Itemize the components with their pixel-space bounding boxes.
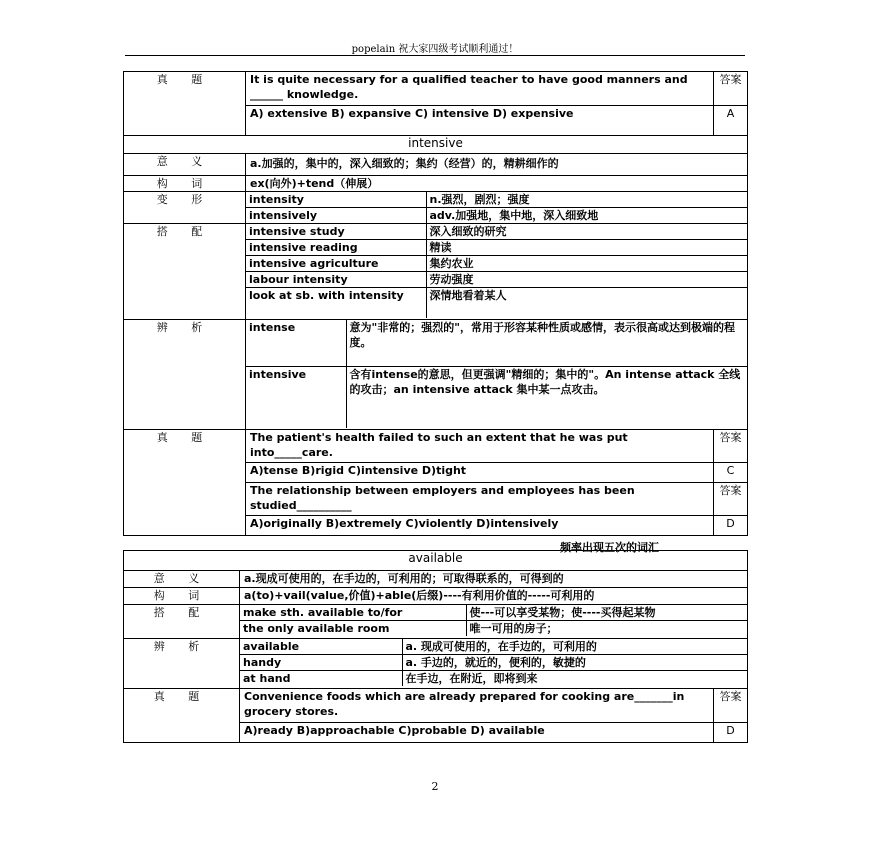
- distinction-word: intensive: [246, 366, 346, 428]
- page-number: 2: [431, 780, 439, 793]
- collocation-cn: 劳动强度: [426, 272, 747, 288]
- q2-answer-label-1: 答案: [714, 430, 748, 463]
- headword: intensive: [124, 136, 748, 154]
- q2-answer-2: D: [714, 516, 748, 536]
- q1-answer-label: 答案: [714, 72, 748, 106]
- collocation-en: make sth. available to/for: [240, 605, 466, 621]
- q-label: 真 题: [124, 689, 240, 743]
- q2-options-2: A)originally B)extremely C)violently D)intensively: [246, 516, 714, 536]
- distinction-label: 辨 析: [124, 320, 246, 430]
- q1-answer: A: [714, 106, 748, 136]
- form-meaning: n.强烈，剧烈；强度: [426, 192, 747, 208]
- collocation-cn: 精读: [426, 240, 747, 256]
- meaning-label: 意 义: [124, 571, 240, 588]
- collocation-en: labour intensity: [246, 272, 426, 288]
- distinction-text: 意为"非常的；强烈的"，常用于形容某种性质或感情，表示很高或达到极端的程度。: [346, 320, 747, 366]
- headword: available: [124, 551, 748, 571]
- collocations-table: [240, 605, 747, 636]
- collocations-label: 搭 配: [124, 605, 240, 639]
- q2-answer-1: C: [714, 463, 748, 483]
- distinction-table: [240, 639, 747, 686]
- forms-table: [246, 192, 747, 223]
- meaning-label: 意 义: [124, 154, 246, 176]
- distinction-text: 在手边，在附近，即将到来: [405, 672, 538, 685]
- q-answer: D: [714, 723, 748, 743]
- q2-question-1: The patient's health failed to such an extent that he was put into_____care.: [246, 430, 714, 463]
- formation-label: 构 词: [124, 176, 246, 192]
- collocation-en: intensive study: [246, 224, 426, 240]
- header-rule: [125, 55, 745, 56]
- meaning-text: a.现成可使用的，在手边的，可利用的；可取得联系的，可得到的: [240, 571, 748, 588]
- collocation-en: the only available room: [240, 621, 466, 637]
- collocation-cn: 唯一可用的房子；: [469, 622, 558, 635]
- collocation-en: intensive reading: [246, 240, 426, 256]
- distinction-table: [246, 320, 747, 428]
- q-options: A)ready B)approachable C)probable D) available: [240, 723, 714, 743]
- distinction-word: handy: [240, 655, 402, 671]
- formation-label: 构 词: [124, 588, 240, 605]
- meaning-text: a.加强的，集中的，深入细致的；集约（经营）的，精耕细作的: [246, 154, 748, 176]
- collocations-label: 搭 配: [124, 224, 246, 320]
- distinction-word: available: [240, 639, 402, 655]
- q2-label: 真 题: [124, 430, 246, 536]
- form-meaning: adv.加强地，集中地，深入细致地: [429, 209, 599, 222]
- forms-label: 变 形: [124, 192, 246, 224]
- distinction-text: a. 现成可使用的，在手边的，可利用的: [402, 639, 747, 655]
- collocation-en: look at sb. with intensity: [246, 288, 426, 319]
- q1-question: It is quite necessary for a qualified teacher to have good manners and ______ knowledge.: [246, 72, 714, 106]
- frequency-note: 频率出现五次的词汇: [560, 541, 659, 554]
- form-word: intensively: [246, 208, 426, 224]
- q1-options: A) extensive B) expansive C) intensive D) expensive: [246, 106, 714, 136]
- collocation-cn: 集约农业: [426, 256, 747, 272]
- q2-options-1: A)tense B)rigid C)intensive D)tight: [246, 463, 714, 483]
- q-answer-label: 答案: [714, 689, 748, 723]
- distinction-word: at hand: [240, 671, 402, 687]
- distinction-text: a. 手边的，就近的，便利的，敏捷的: [402, 655, 747, 671]
- collocation-cn: 深情地看着某人: [429, 289, 507, 302]
- form-word: intensity: [246, 192, 426, 208]
- distinction-text: 含有intense的意思，但更强调"精细的；集中的"。An intense attack 全线的攻击；an intensive attack 集中某一点攻击。: [349, 367, 741, 396]
- page-header: popelain 祝大家四级考试顺利通过！: [351, 44, 519, 55]
- formation-text: ex(向外)+tend（伸展）: [246, 176, 748, 192]
- q-question: Convenience foods which are already prepared for cooking are_______in grocery stores.: [240, 689, 714, 723]
- formation-text: a(to)+vail(value,价值)+able(后缀)----有利用价值的-----可利用的: [240, 588, 748, 605]
- distinction-label: 辨 析: [124, 639, 240, 689]
- distinction-word: intense: [246, 320, 346, 366]
- entry-intensive-table: [123, 71, 748, 536]
- collocation-en: intensive agriculture: [246, 256, 426, 272]
- entry-available-table: [123, 550, 748, 743]
- q1-label: 真 题: [124, 72, 246, 136]
- q2-question-2: The relationship between employers and employees has been studied__________: [246, 483, 714, 516]
- collocation-cn: 使---可以享受某物；使----买得起某物: [466, 605, 747, 621]
- collocation-cn: 深入细致的研究: [426, 224, 747, 240]
- q2-answer-label-2: 答案: [714, 483, 748, 516]
- collocations-table: [246, 224, 747, 318]
